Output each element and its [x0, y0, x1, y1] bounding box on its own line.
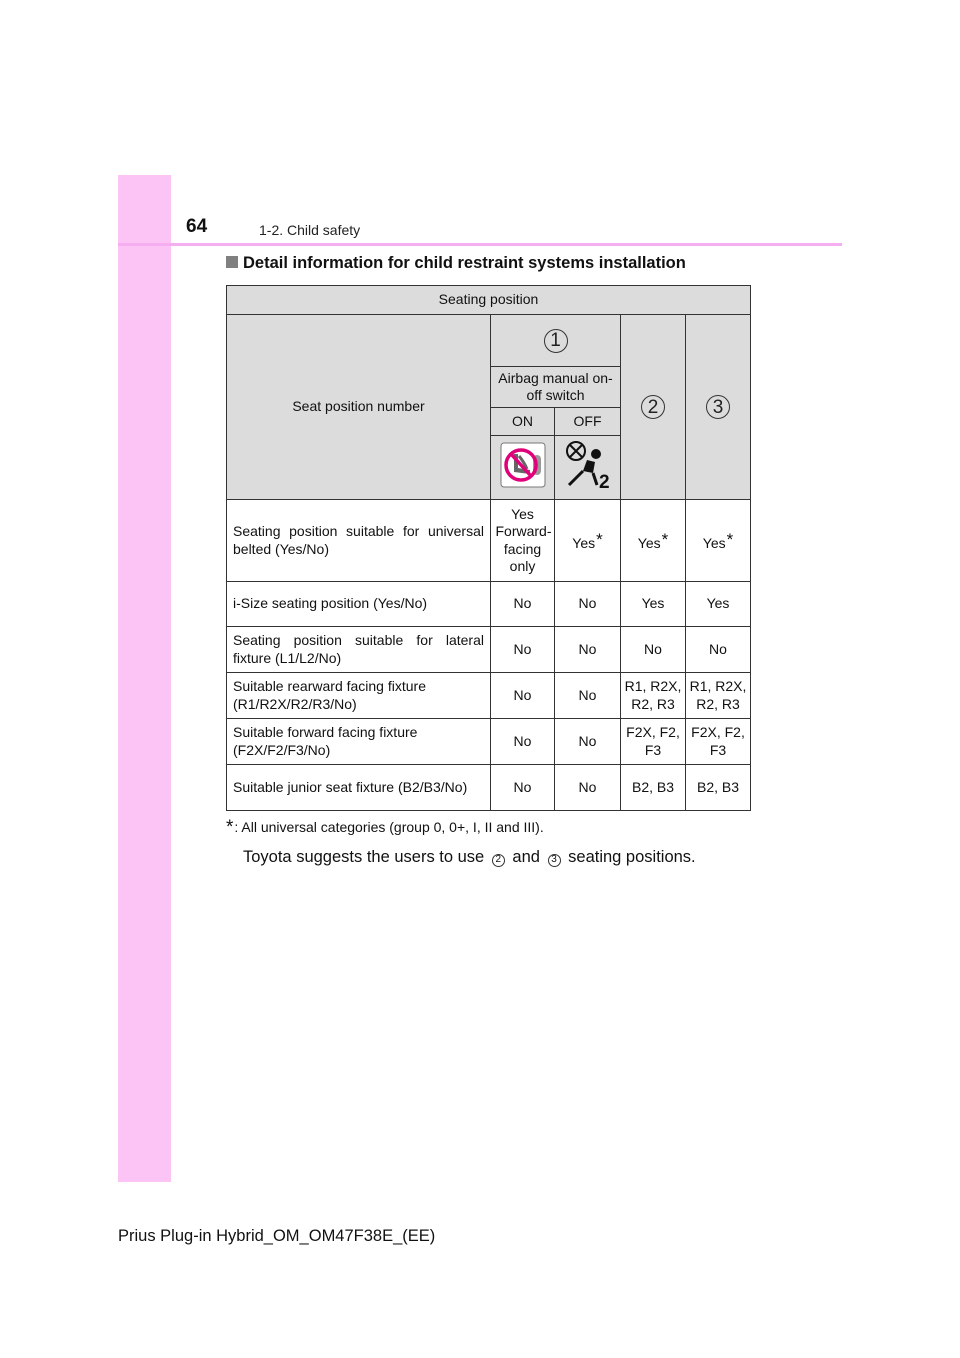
cell-isize-off: No [555, 582, 621, 627]
cell-universal-seat2: Yes* [621, 500, 686, 582]
cell-rearward-seat2: R1, R2X, R2, R3 [621, 673, 686, 719]
row-label-forward-fixture: Suitable forward facing fixture (F2X/F2/F3/No) [227, 719, 491, 765]
cell-lateral-off: No [555, 627, 621, 673]
seat-2-header [621, 315, 686, 500]
cell-forward-seat2: F2X, F2, F3 [621, 719, 686, 765]
cell-isize-seat2: Yes [621, 582, 686, 627]
cell-isize-on: No [491, 582, 555, 627]
seat-3-header [686, 315, 751, 500]
no-child-seat-airbag-icon [500, 442, 546, 488]
seat-number-2: 2 [641, 395, 665, 419]
child-restraint-table [226, 285, 751, 811]
cell-lateral-seat2: No [621, 627, 686, 673]
footnote-asterisk: * [226, 817, 234, 838]
cell-junior-on: No [491, 765, 555, 811]
footnote-text: : All universal categories (group 0, 0+, I, II and III). [234, 819, 544, 835]
row-label-universal-belted: Seating position suitable for universal belted (Yes/No) [227, 500, 491, 582]
cell-lateral-seat3: No [686, 627, 751, 673]
svg-text:2: 2 [598, 472, 610, 491]
passenger-airbag-off-icon [563, 440, 613, 490]
cell-forward-seat3: F2X, F2, F3 [686, 719, 751, 765]
section-heading [226, 254, 686, 273]
footnote-marker: * [661, 529, 669, 549]
seating-position-header: Seating position [227, 286, 751, 315]
cell-rearward-off: No [555, 673, 621, 719]
row-label-rearward-fixture: Suitable rearward facing fixture (R1/R2X/R2/R3/No) [227, 673, 491, 719]
side-tab-band [118, 175, 171, 1182]
section-title: 1-2. Child safety [259, 222, 361, 238]
seat-2-ref-icon: 2 [492, 854, 505, 867]
heading-text: Detail information for child restraint systems installation [243, 254, 686, 272]
cell-rearward-seat3: R1, R2X, R2, R3 [686, 673, 751, 719]
seat-position-number-label: Seat position number [227, 315, 491, 500]
header-rule [118, 243, 842, 246]
cell-isize-seat3: Yes [686, 582, 751, 627]
cell-universal-seat3: Yes* [686, 500, 751, 582]
seat-number-3: 3 [706, 395, 730, 419]
cell-lateral-on: No [491, 627, 555, 673]
row-label-lateral-fixture: Seating position suitable for lateral fixture (L1/L2/No) [227, 627, 491, 673]
row-label-junior-seat: Suitable junior seat fixture (B2/B3/No) [227, 765, 491, 811]
page-number: 64 [186, 216, 208, 237]
table-footnote [226, 817, 544, 839]
cell-junior-seat2: B2, B3 [621, 765, 686, 811]
cell-rearward-on: No [491, 673, 555, 719]
on-label: ON [491, 408, 555, 436]
square-bullet-icon [226, 256, 238, 268]
seat-3-ref-icon: 3 [548, 854, 561, 867]
cell-junior-seat3: B2, B3 [686, 765, 751, 811]
footnote-marker: * [726, 529, 734, 549]
recommendation-paragraph: Toyota suggests the users to use 2 and 3 seating positions. [243, 848, 696, 866]
airbag-switch-label: Airbag manual on-off switch [491, 367, 621, 408]
document-id-footer: Prius Plug-in Hybrid_OM_OM47F38E_(EE) [118, 1227, 436, 1245]
footnote-marker: * [596, 529, 603, 549]
off-icon-cell [555, 436, 621, 500]
cell-forward-on: No [491, 719, 555, 765]
seat-number-1: 1 [544, 329, 568, 353]
cell-forward-off: No [555, 719, 621, 765]
off-label: OFF [555, 408, 621, 436]
on-icon-cell [491, 436, 555, 500]
cell-universal-off: Yes* [555, 500, 621, 582]
cell-universal-on: Yes Forward-facing only [491, 500, 555, 582]
seat-1-header [491, 315, 621, 367]
row-label-isize: i-Size seating position (Yes/No) [227, 582, 491, 627]
cell-junior-off: No [555, 765, 621, 811]
